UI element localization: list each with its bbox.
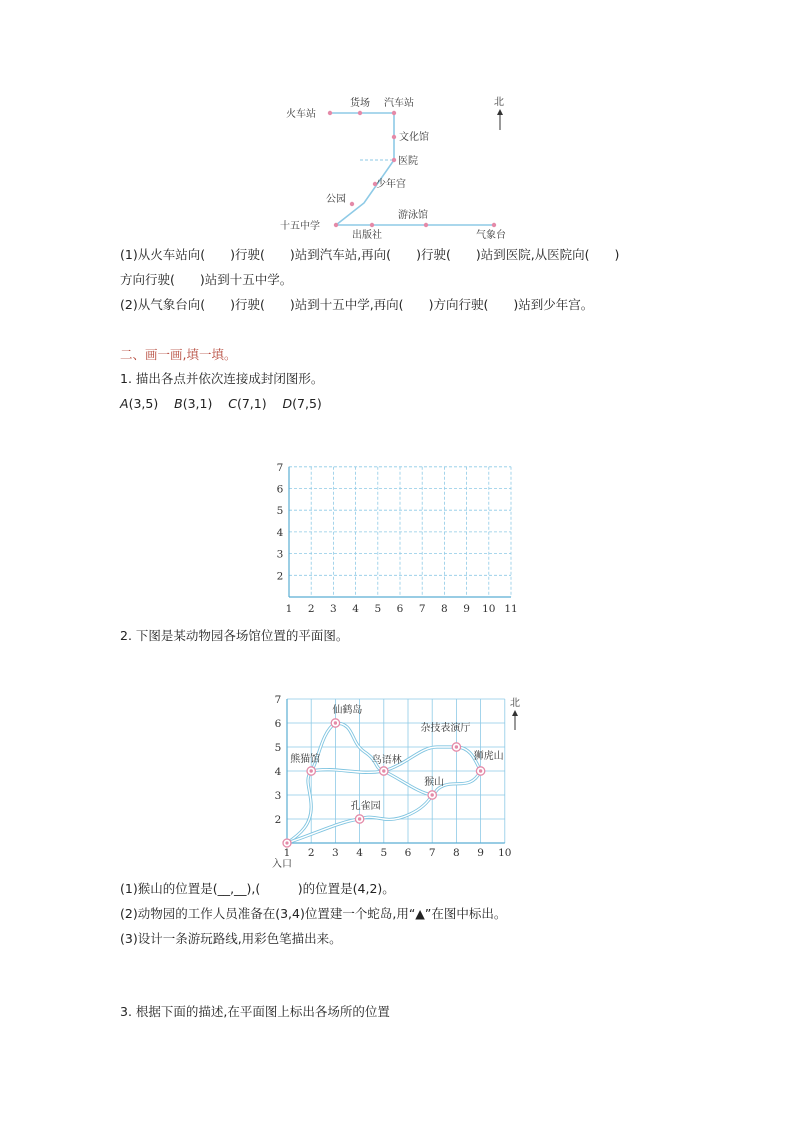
zoo-question-1: (1)猴山的位置是(__,__),( )的位置是(4,2)。 bbox=[120, 881, 395, 896]
points-list bbox=[120, 396, 322, 412]
zoo-north-label: 北 bbox=[510, 698, 520, 709]
station-dot-publisher bbox=[370, 223, 374, 227]
venue-label: 杂技表演厅 bbox=[420, 723, 471, 734]
zoo-y-tick-label: 5 bbox=[274, 742, 282, 754]
y-tick-label: 6 bbox=[276, 483, 284, 496]
station-label-freight: 货场 bbox=[350, 98, 370, 109]
x-tick-label: 9 bbox=[463, 603, 470, 615]
venue-marker-dot bbox=[334, 721, 337, 724]
zoo-y-tick-label: 7 bbox=[274, 694, 282, 706]
station-label-school: 十五中学 bbox=[280, 221, 320, 232]
station-label-publisher: 出版社 bbox=[352, 230, 382, 241]
y-tick-label: 2 bbox=[276, 570, 284, 583]
zoo-x-tick-label: 10 bbox=[498, 847, 512, 859]
x-tick-label: 7 bbox=[418, 603, 426, 615]
route-question-1-line-2: 方向行驶( )站到十五中学。 bbox=[120, 272, 293, 287]
station-label-bus: 汽车站 bbox=[384, 98, 414, 109]
north-arrow-head-icon bbox=[512, 710, 518, 716]
venue-marker-dot bbox=[455, 745, 458, 748]
station-dot-park bbox=[350, 202, 354, 206]
zoo-x-tick-label: 3 bbox=[332, 847, 339, 859]
x-tick-label: 3 bbox=[330, 603, 337, 615]
venue-label: 猴山 bbox=[424, 777, 445, 788]
route-question-2: (2)从气象台向( )行驶( )站到十五中学,再向( )方向行驶( )站到少年宫。 bbox=[120, 297, 594, 312]
zoo-y-tick-label: 6 bbox=[274, 718, 282, 730]
entrance-label: 入口 bbox=[272, 859, 292, 868]
y-tick-label: 5 bbox=[276, 505, 284, 518]
station-dot-swimming bbox=[424, 223, 428, 227]
x-tick-label: 11 bbox=[504, 603, 518, 615]
station-dot-train bbox=[328, 111, 332, 115]
north-label: 北 bbox=[494, 97, 504, 108]
point-c: C(7,1) bbox=[228, 396, 267, 411]
station-dot-hospital bbox=[392, 158, 396, 162]
point-b: B(3,1) bbox=[174, 396, 213, 411]
section-title: 二、画一画,填一填。 bbox=[120, 347, 237, 362]
venue-marker-dot bbox=[358, 817, 361, 820]
station-label-train: 火车站 bbox=[286, 109, 316, 120]
y-tick-label: 7 bbox=[276, 461, 284, 474]
venue-marker-dot bbox=[382, 769, 385, 772]
zoo-x-tick-label: 1 bbox=[283, 847, 291, 859]
venue-marker-dot bbox=[310, 769, 313, 772]
zoo-x-tick-label: 2 bbox=[307, 847, 315, 859]
station-dot-bus bbox=[392, 111, 396, 115]
station-label-youth: 少年宫 bbox=[376, 179, 406, 190]
station-dot-culture bbox=[392, 135, 396, 139]
station-label-swimming: 游泳馆 bbox=[398, 210, 428, 221]
question-2-title: 2. 下图是某动物园各场馆位置的平面图。 bbox=[120, 628, 349, 643]
x-tick-label: 2 bbox=[307, 603, 315, 615]
zoo-x-tick-label: 4 bbox=[356, 847, 363, 859]
zoo-y-tick-label: 4 bbox=[274, 766, 282, 778]
north-arrow-icon bbox=[497, 109, 503, 130]
zoo-x-tick-label: 8 bbox=[453, 847, 460, 859]
x-tick-label: 6 bbox=[396, 603, 404, 615]
zoo-question-3: (3)设计一条游玩路线,用彩色笔描出来。 bbox=[120, 931, 342, 946]
venue-label: 熊猫馆 bbox=[290, 754, 321, 765]
venue-marker-dot bbox=[479, 769, 482, 772]
question-1-title: 1. 描出各点并依次连接成封闭图形。 bbox=[120, 371, 324, 386]
zoo-x-tick-label: 5 bbox=[380, 847, 388, 859]
y-tick-label: 3 bbox=[276, 548, 284, 561]
point-a: A(3,5) bbox=[120, 396, 159, 411]
zoo-x-tick-label: 6 bbox=[404, 847, 412, 859]
station-dot-weather bbox=[492, 223, 496, 227]
zoo-map bbox=[265, 688, 530, 868]
zoo-x-tick-label: 9 bbox=[477, 847, 484, 859]
route-map bbox=[270, 88, 530, 243]
venue-label: 狮虎山 bbox=[473, 751, 504, 762]
venue-label: 仙鹤岛 bbox=[332, 705, 363, 716]
zoo-x-tick-label: 7 bbox=[428, 847, 436, 859]
coordinate-grid bbox=[265, 460, 530, 622]
x-tick-label: 5 bbox=[374, 603, 382, 615]
venue-label: 鸟语林 bbox=[371, 755, 402, 766]
venue-label: 孔雀园 bbox=[350, 801, 381, 812]
x-tick-label: 1 bbox=[285, 603, 293, 615]
x-tick-label: 10 bbox=[482, 603, 496, 615]
venue-marker-dot bbox=[431, 793, 434, 796]
station-label-culture: 文化馆 bbox=[399, 132, 429, 143]
station-label-hospital: 医院 bbox=[398, 156, 418, 167]
question-3-title: 3. 根据下面的描述,在平面图上标出各场所的位置 bbox=[120, 1004, 390, 1019]
entrance-marker-dot bbox=[285, 841, 288, 844]
zoo-y-tick-label: 3 bbox=[274, 790, 282, 802]
station-label-weather: 气象台 bbox=[476, 230, 506, 241]
station-dot-school bbox=[334, 223, 338, 227]
zoo-question-2: (2)动物园的工作人员准备在(3,4)位置建一个蛇岛,用“▲”在图中标出。 bbox=[120, 906, 507, 921]
x-tick-label: 8 bbox=[441, 603, 448, 615]
zoo-y-tick-label: 2 bbox=[274, 814, 282, 826]
station-label-park: 公园 bbox=[326, 194, 346, 205]
station-dot-freight bbox=[358, 111, 362, 115]
route-question-1-line-1: (1)从火车站向( )行驶( )站到汽车站,再向( )行驶( )站到医院,从医院向( ) bbox=[120, 247, 620, 262]
point-d: D(7,5) bbox=[282, 396, 322, 411]
x-tick-label: 4 bbox=[352, 603, 359, 615]
y-tick-label: 4 bbox=[276, 526, 284, 539]
